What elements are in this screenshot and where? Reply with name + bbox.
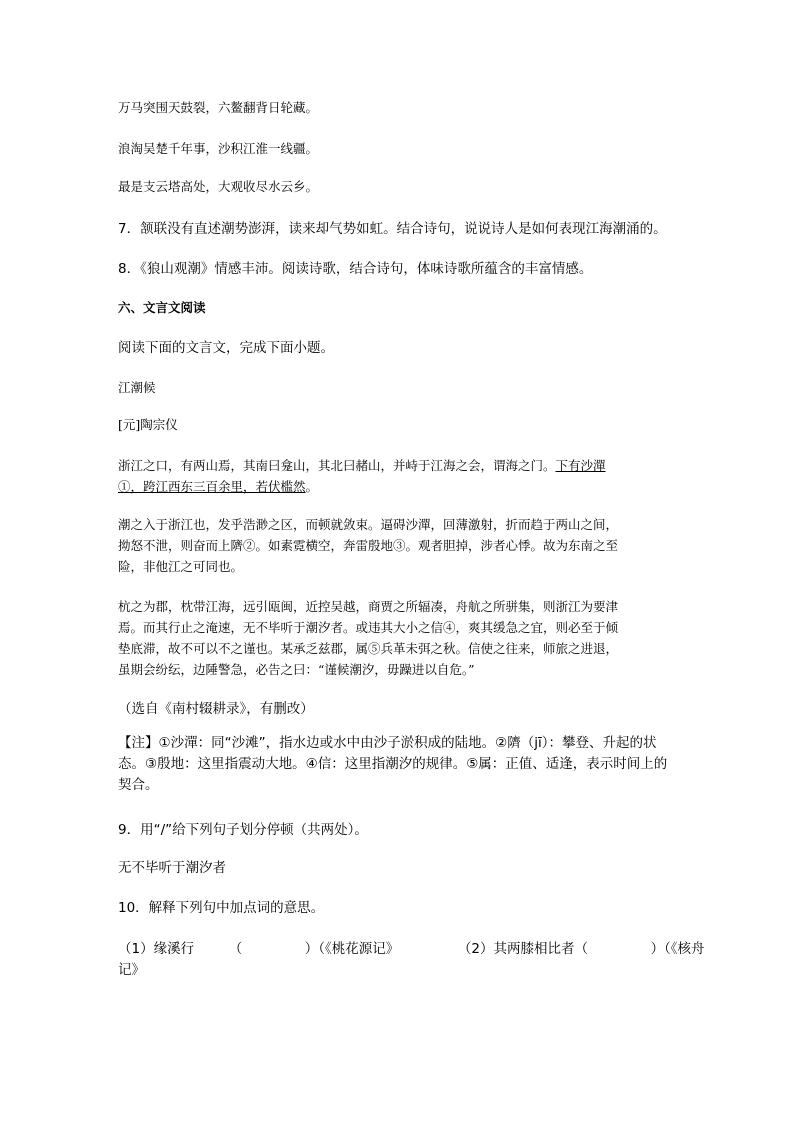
paragraph-1-line-1 — [118, 456, 678, 474]
q10-item-1-open: （ — [228, 941, 243, 957]
q10-item-1-source: ）（《桃花源记》 — [304, 941, 400, 957]
text-title: 江潮候 — [118, 380, 156, 395]
paragraph-3-line-4: 虽期会纷纭，边陲警急，必告之曰：“谨候潮汐，毋躁进以自危。” — [118, 662, 475, 677]
poem-line-2: 浪淘吴楚千年事，沙积江淮一线疆。 — [118, 141, 319, 156]
paragraph-1-end: 。 — [305, 479, 319, 494]
source-citation: （选自《南村辍耕录》，有删改） — [118, 701, 314, 717]
poem-line-3: 最是支云塔高处，大观收尽水云乡。 — [118, 179, 319, 194]
question-9-sentence: 无不毕听于潮汐者 — [118, 860, 226, 876]
paragraph-1-text: 浙江之口，有两山焉，其南曰龛山，其北曰赭山，并峙于江海之会，谓海之门。 — [118, 458, 556, 473]
poem-line-1: 万马突围天鼓裂，六鳌翻背日轮藏。 — [118, 100, 319, 115]
text-author: [元]陶宗仪 — [118, 417, 178, 432]
underlined-phrase-cont: ①，跨江西东三百余里，若伏槛然 — [118, 479, 306, 494]
q10-item-2: （2）其两膝相比者（ — [457, 941, 588, 957]
paragraph-2-line-3: 险，非他江之可同也。 — [118, 559, 244, 574]
paragraph-3-line-2: 焉。而其行止之淹速，无不毕听于潮汐者。或违其大小之信④，爽其缓急之宜，则必至于倾 — [118, 620, 619, 635]
question-10-items-cont: 记》 — [118, 962, 145, 978]
question-10: 10．解释下列句中加点词的意思。 — [118, 900, 325, 916]
q10-item-2-source: ）（《核舟 — [650, 941, 705, 957]
question-10-items — [118, 937, 705, 957]
reading-instruction: 阅读下面的文言文，完成下面小题。 — [118, 340, 334, 356]
underlined-phrase: 下有沙潬 — [555, 458, 606, 473]
paragraph-3-line-3: 垫底滞，故不可以不之谨也。某承乏兹郡，属⑤兵革未弭之秋。信使之往来，师旅之进退， — [118, 641, 619, 656]
paragraph-3-line-1: 杭之为郡，枕带江海，远引瓯闽，近控吴越，商贾之所辐凑，舟航之所骈集，则浙江为要津 — [118, 599, 619, 614]
question-9: 9．用“/”给下列句子划分停顿（共两处）。 — [118, 822, 368, 838]
q10-item-1: （1）缘溪行 — [118, 941, 195, 957]
paragraph-1-line-2 — [118, 477, 678, 495]
paragraph-2-line-2: 拗怒不泄，则奋而上隮②。如素霓横空，奔雷殷地③。观者胆掉，涉者心悸。故为东南之至 — [118, 538, 619, 553]
section-title: 六、文言文阅读 — [118, 300, 206, 315]
question-8: 8．《狼山观潮》情感丰沛。阅读诗歌，结合诗句，体味诗歌所蕴含的丰富情感。 — [118, 261, 593, 277]
annotation-note: 【注】①沙潬：同“沙滩”，指水边或水中由沙子淤积成的陆地。②隮（jī）：攀登、升起的状态。③殷地：这里指震动大地。④信：这里指潮汐的规律。⑤属：正值、适逢，表示时间上的契合。 — [118, 735, 668, 793]
question-7: 7．颔联没有直述潮势澎湃，读来却气势如虹。结合诗句，说说诗人是如何表现江海潮涌的。 — [118, 221, 667, 237]
paragraph-2-line-1: 潮之入于浙江也，发乎浩渺之区，而顿就敛束。逼碍沙潬，回薄激射，折而趋于两山之间， — [118, 517, 619, 532]
